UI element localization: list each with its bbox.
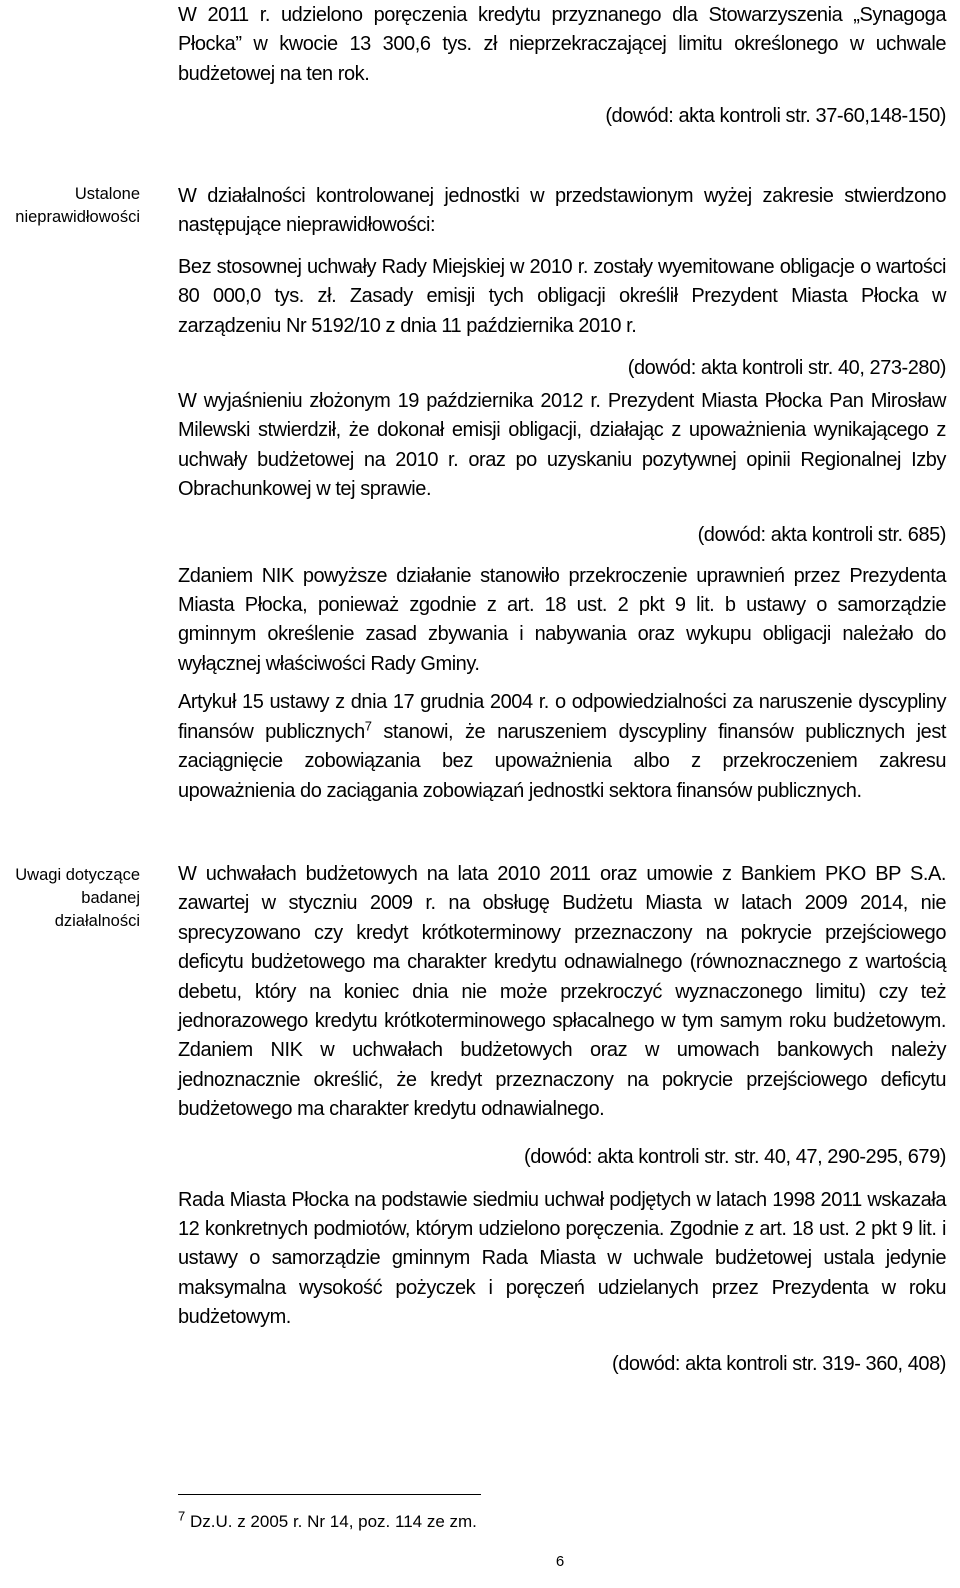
article-15-text: Artykuł 15 ustawy z dnia 17 grudnia 2004 r. o odpowiedzialności za naruszenie dyscypliny finansów publicznych	[178, 691, 946, 743]
budget-credit-evidence: (dowód: akta kontroli str. str. 40, 47, 290-295, 679)	[524, 1145, 946, 1168]
footnote-number: 7	[178, 1508, 186, 1524]
footnote-reference: 7	[364, 718, 372, 734]
bonds-paragraph: Bez stosownej uchwały Rady Miejskiej w 2010 r. zostały wyemitowane obligacje o wartości 80 000,0 tys. zł. Zasady emisji tych obligacji określił Prezydent Miasta Płocka w zarządzeniu Nr 5192/10 z dnia 11 października 2010 r.	[178, 255, 946, 337]
irregularities-intro-paragraph: W działalności kontrolowanej jednostki w przedstawionym wyżej zakresie stwierdzono następujące nieprawidłowości:	[178, 185, 946, 237]
nik-opinion-paragraph: Zdaniem NIK powyższe działanie stanowiło przekroczenie uprawnień przez Prezydenta Miasta Płocka, ponieważ zgodnie z art. 18 ust. 2 pkt 9 lit. b ustawy o samorządzie gminnym określenie zasad zbywania i nabywania oraz wykupu obligacji należało do wyłącznej właściwości Rady Gminy.	[178, 564, 946, 675]
irregularities-section	[178, 182, 946, 806]
footnote	[178, 1508, 477, 1532]
margin-label-remarks: Uwagi dotyczące badanej działalności	[15, 866, 140, 930]
budget-credit-paragraph: W uchwałach budżetowych na lata 2010 2011 oraz umowie z Bankiem PKO BP S.A. zawartej w styczniu 2009 r. na obsługę Budżetu Miasta w latach 2009 2014, nie sprecyzowano czy kredyt krótkoterminowy przeznaczony na pokrycie przejściowego deficytu budżetowego ma charakter kredytu odnawialnego (równoznacznego z wartością debetu, który na koniec dnia nie może przekroczyć wyznaczonego limitu) czy też jednorazowego kredytu krótkoterminowego spłacalnego w tym samym roku budżetowym. Zdaniem NIK w uchwałach budżetowych oraz w umowach bankowych należy jednoznacznie określić, że kredyt przeznaczony na pokrycie przejściowego deficytu budżetowego ma charakter kredytu odnawialnego.	[178, 863, 946, 1121]
footnote-text: Dz.U. z 2005 r. Nr 14, poz. 114 ze zm.	[189, 1512, 477, 1531]
explanation-paragraph: W wyjaśnieniu złożonym 19 października 2012 r. Prezydent Miasta Płocka Pan Mirosław Milewski stwierdził, że dokonał emisji obligacji, działając z upoważnienia wynikającego z uchwały budżetowej na 2010 r. oraz po uzyskaniu pozytywnej opinii Regionalnej Izby Obrachunkowej w tej sprawie.	[178, 390, 946, 501]
guarantees-evidence: (dowód: akta kontroli str. 319- 360, 408)	[612, 1352, 946, 1375]
intro-evidence: (dowód: akta kontroli str. 37-60,148-150)	[605, 105, 946, 128]
guarantees-paragraph: Rada Miasta Płocka na podstawie siedmiu uchwał podjętych w latach 1998 2011 wskazała 12 konkretnych podmiotów, którym udzielono poręczenia. Zgodnie z art. 18 ust. 2 pkt 9 lit. i ustawy o samorządzie gminnym Rada Miasta w uchwale budżetowej ustala jedynie maksymalna wysokość pożyczek i poręczeń udzielanych przez Prezydenta w roku budżetowym.	[178, 1188, 946, 1329]
intro-paragraph: W 2011 r. udzielono poręczenia kredytu przyznanego dla Stowarzyszenia „Synagoga Płocka” w kwocie 13 300,6 tys. zł nieprzekraczającej limitu określonego w uchwale budżetowej na ten rok.	[178, 4, 946, 85]
page-number: 6	[555, 1553, 565, 1570]
explanation-evidence: (dowód: akta kontroli str. 685)	[697, 523, 946, 546]
remarks-section	[178, 860, 946, 1379]
article-15-paragraph	[178, 688, 946, 806]
bonds-evidence: (dowód: akta kontroli str. 40, 273-280)	[627, 357, 946, 380]
footnote-separator	[178, 1494, 481, 1495]
article-15-text-continued: stanowi, że naruszeniem dyscypliny finansów publicznych jest zaciągnięcie zobowiązania bez upoważnienia albo z przekroczeniem zakresu upoważnienia do zaciągania zobowiązań jednostki sektora finansów publicznych.	[178, 720, 946, 802]
intro-block	[178, 1, 946, 131]
margin-label-irregularities: Ustalone nieprawidłowości	[15, 185, 140, 226]
